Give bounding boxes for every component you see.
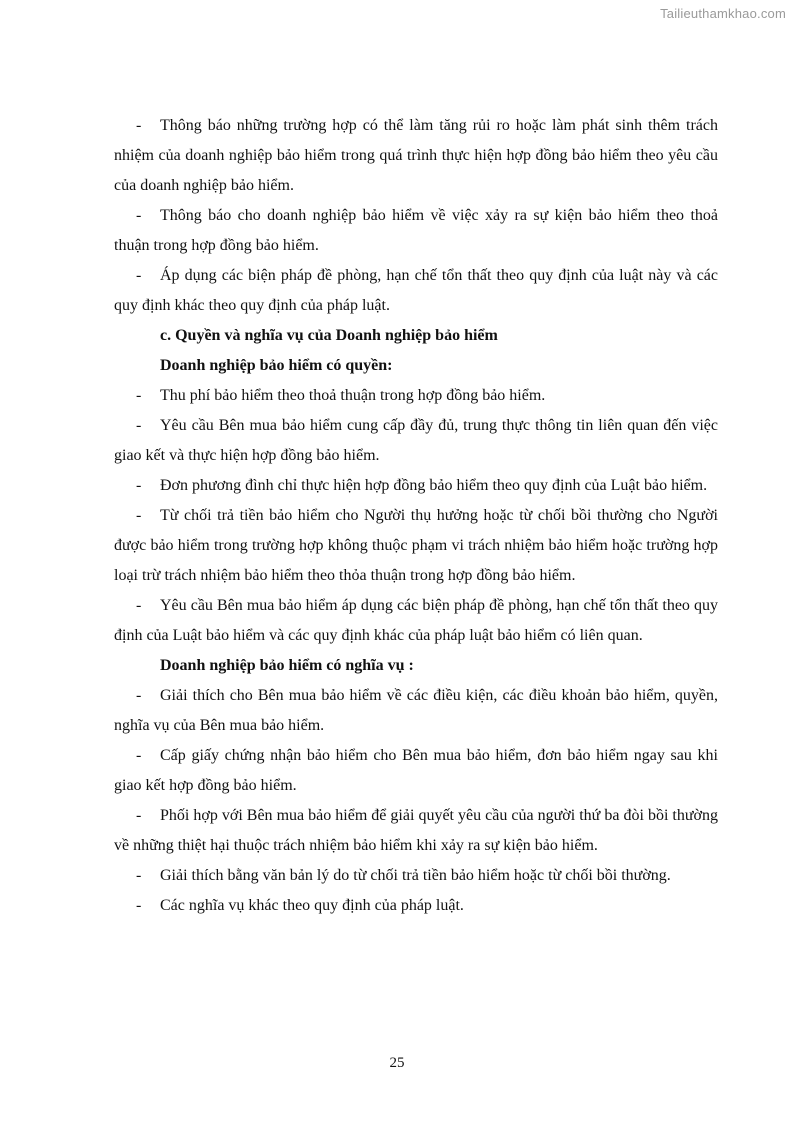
bullet-dash: - xyxy=(136,477,142,494)
bullet-dash: - xyxy=(136,417,142,434)
bullet-paragraph xyxy=(114,801,718,861)
bullet-dash: - xyxy=(136,267,142,284)
bullet-text: Thu phí bảo hiểm theo thoả thuận trong hợp đồng bảo hiểm. xyxy=(160,387,546,404)
bullet-text: Yêu cầu Bên mua bảo hiểm áp dụng các biện pháp đề phòng, hạn chế tổn thất theo quy định của Luật bảo hiểm và các quy định khác của pháp luật bảo hiểm có liên quan. xyxy=(114,597,718,644)
bullet-paragraph xyxy=(114,861,718,891)
bullet-dash: - xyxy=(136,207,142,224)
bullet-dash: - xyxy=(136,687,142,704)
section-heading: c. Quyền và nghĩa vụ của Doanh nghiệp bảo hiểm xyxy=(160,327,498,344)
bullet-text: Từ chối trả tiền bảo hiểm cho Người thụ hưởng hoặc từ chối bồi thường cho Người được bảo hiểm trong trường hợp không thuộc phạm vi trách nhiệm bảo hiểm hoặc trường hợp loại trừ trách nhiệm bảo hiểm theo thỏa thuận trong hợp đồng bảo hiểm. xyxy=(114,507,718,584)
page-number: 25 xyxy=(389,1055,405,1071)
bullet-paragraph xyxy=(114,381,718,411)
bullet-text: Cấp giấy chứng nhận bảo hiểm cho Bên mua bảo hiểm, đơn bảo hiểm ngay sau khi giao kết hợp đồng bảo hiểm. xyxy=(114,747,718,794)
watermark: Tailieuthamkhao.com xyxy=(660,6,786,21)
bullet-dash: - xyxy=(136,897,142,914)
bullet-paragraph xyxy=(114,681,718,741)
bullet-paragraph xyxy=(114,111,718,201)
bullet-paragraph xyxy=(114,741,718,801)
bullet-dash: - xyxy=(136,387,142,404)
bullet-paragraph xyxy=(114,591,718,651)
bullet-text: Phối hợp với Bên mua bảo hiểm để giải quyết yêu cầu của người thứ ba đòi bồi thường về những thiệt hại thuộc trách nhiệm bảo hiểm khi xảy ra sự kiện bảo hiểm. xyxy=(114,807,718,854)
bullet-paragraph xyxy=(114,411,718,471)
bullet-paragraph xyxy=(114,501,718,591)
bullet-dash: - xyxy=(136,807,142,824)
document-body xyxy=(114,111,718,921)
bullet-paragraph xyxy=(114,201,718,261)
bullet-paragraph xyxy=(114,891,718,921)
bullet-dash: - xyxy=(136,747,142,764)
bullet-paragraph xyxy=(114,261,718,321)
subsection-heading-obligations: Doanh nghiệp bảo hiểm có nghĩa vụ : xyxy=(160,657,414,674)
bullet-text: Thông báo những trường hợp có thể làm tăng rủi ro hoặc làm phát sinh thêm trách nhiệm của doanh nghiệp bảo hiểm trong quá trình thực hiện hợp đồng bảo hiểm theo yêu cầu của doanh nghiệp bảo hiểm. xyxy=(114,117,718,194)
bullet-dash: - xyxy=(136,597,142,614)
subsection-heading-rights: Doanh nghiệp bảo hiểm có quyền: xyxy=(160,357,393,374)
bullet-dash: - xyxy=(136,117,142,134)
bullet-text: Yêu cầu Bên mua bảo hiểm cung cấp đầy đủ, trung thực thông tin liên quan đến việc giao kết và thực hiện hợp đồng bảo hiểm. xyxy=(114,417,718,464)
bullet-dash: - xyxy=(136,867,142,884)
bullet-text: Đơn phương đình chỉ thực hiện hợp đồng bảo hiểm theo quy định của Luật bảo hiểm. xyxy=(160,477,708,494)
bullet-text: Áp dụng các biện pháp đề phòng, hạn chế tổn thất theo quy định của luật này và các quy định khác theo quy định của pháp luật. xyxy=(114,267,718,314)
bullet-text: Giải thích cho Bên mua bảo hiểm về các điều kiện, các điều khoản bảo hiểm, quyền, nghĩa vụ của Bên mua bảo hiểm. xyxy=(114,687,718,734)
bullet-text: Thông báo cho doanh nghiệp bảo hiểm về việc xảy ra sự kiện bảo hiểm theo thoả thuận trong hợp đồng bảo hiểm. xyxy=(114,207,718,254)
bullet-dash: - xyxy=(136,507,142,524)
bullet-text: Giải thích bằng văn bản lý do từ chối trả tiền bảo hiểm hoặc từ chối bồi thường. xyxy=(160,867,671,884)
bullet-text: Các nghĩa vụ khác theo quy định của pháp luật. xyxy=(160,897,464,914)
bullet-paragraph xyxy=(114,471,718,501)
